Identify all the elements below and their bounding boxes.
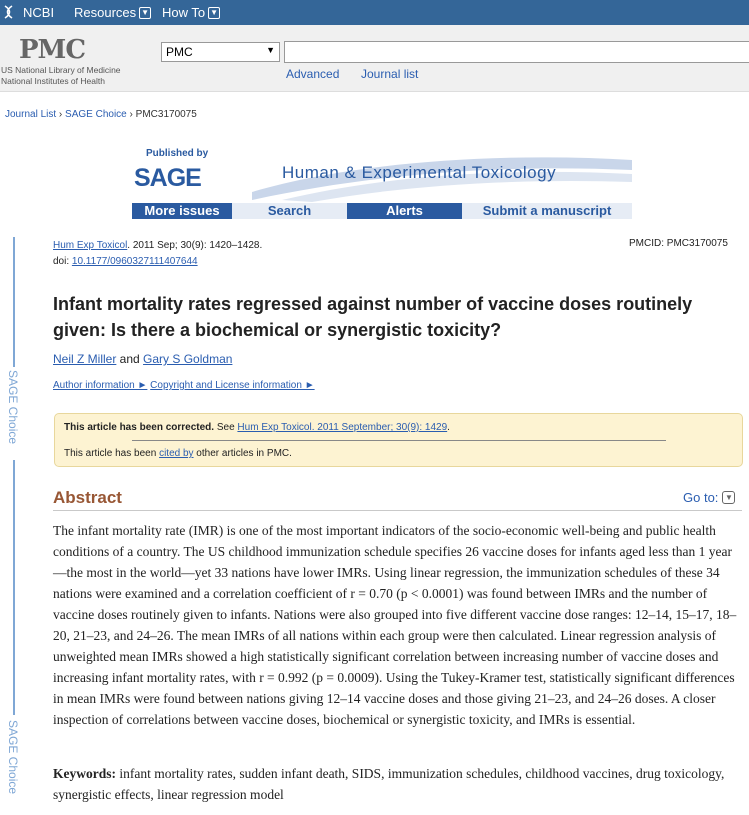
breadcrumb-current: PMC3170075	[135, 109, 197, 120]
side-strip-line	[13, 237, 15, 367]
citation: Hum Exp Toxicol. 2011 Sep; 30(9): 1420–1428. doi: 10.1177/0960327111407644	[53, 240, 263, 267]
abstract-heading: Abstract	[53, 488, 122, 507]
ncbi-helix-icon	[2, 4, 20, 20]
cited-by-link[interactable]: cited by	[159, 448, 194, 459]
article-title: Infant mortality rates regressed against number of vaccine doses routinely given: Is there a biochemical or synergistic toxicity?	[53, 294, 693, 340]
advanced-search-link[interactable]: Advanced	[286, 67, 340, 81]
database-select[interactable]: PMC ▼	[161, 42, 280, 62]
copyright-info-toggle[interactable]: Copyright and License information ►	[150, 380, 315, 391]
breadcrumb: Journal List › SAGE Choice › PMC3170075	[5, 109, 197, 120]
sage-logo[interactable]: SAGE	[134, 164, 201, 192]
nlm-org-text: US National Library of Medicine National Institutes of Health	[1, 65, 121, 86]
side-strip-line	[13, 460, 15, 715]
breadcrumb-sage-choice[interactable]: SAGE Choice	[65, 109, 127, 120]
correction-notice: This article has been corrected. See Hum Exp Toxicol. 2011 September; 30(9): 1429. This article has been cited by other articles in PMC.	[54, 413, 743, 467]
keywords: Keywords: infant mortality rates, sudden infant death, SIDS, immunization schedules, childhood vaccines, drug toxicology, synergistic effects, linear regression model	[53, 766, 725, 802]
pmcid: PMCID: PMC3170075	[629, 238, 728, 249]
goto-menu[interactable]: Go to: ▼	[683, 490, 735, 505]
chevron-down-icon: ▼	[208, 7, 220, 19]
doi-link[interactable]: 10.1177/0960327111407644	[71, 256, 198, 267]
submit-manuscript-link[interactable]: Submit a manuscript	[462, 203, 632, 219]
journal-nav	[132, 203, 632, 219]
chevron-down-icon: ▼	[139, 7, 151, 19]
alerts-link[interactable]: Alerts	[347, 203, 462, 219]
journal-list-link[interactable]: Journal list	[361, 67, 419, 81]
resources-menu[interactable]: Resources ▼	[74, 5, 151, 20]
journal-abbrev-link[interactable]: Hum Exp Toxicol	[53, 240, 128, 251]
search-input[interactable]	[284, 41, 749, 63]
ncbi-logo[interactable]: NCBI	[2, 4, 54, 20]
divider	[132, 440, 666, 441]
ncbi-topbar	[0, 0, 749, 25]
author-link[interactable]: Neil Z Miller	[53, 352, 117, 366]
abstract-text: The infant mortality rate (IMR) is one of the most important indicators of the socio-economic well-being and public health conditions of a country. The US childhood immunization schedule specifies 26 vaccine doses for infants aged less than 1 year—the most in the world—yet 33 nations have lower IMRs. Using linear regression, the immunization schedules of these 34 nations were examined and a correlation coefficient of r = 0.70 (p < 0.0001) was found between IMRs and the number of vaccine doses routinely given to infants. Nations were also grouped into five different vaccine dose ranges: 12–14, 15–17, 18–20, 21–23, and 24–26. The mean IMRs of all nations within each group were then calculated. Linear regression analysis of unweighted mean IMRs showed a high statistically significant correlation between increasing number of vaccine doses and increasing infant mortality rates, with r = 0.992 (p = 0.0009). Using the Tukey-Kramer test, statistically significant differences in mean IMRs were found between nations giving 12–14 vaccine doses and those giving 21–23, and 24–26 doses. A closer inspection of correlations between vaccine doses, biochemical or synergistic toxicity, and IMRs is essential.	[53, 523, 737, 727]
author-list: Neil Z Miller and Gary S Goldman	[53, 352, 233, 366]
divider	[53, 510, 742, 511]
author-information-toggle[interactable]: Author information ►	[53, 380, 148, 391]
howto-menu[interactable]: How To ▼	[162, 5, 220, 20]
pmc-logo[interactable]: PMC	[19, 35, 86, 65]
correction-link[interactable]: Hum Exp Toxicol. 2011 September; 30(9): 1429	[237, 422, 448, 433]
sage-choice-side-label: SAGE Choice	[6, 370, 20, 445]
published-by-label: Published by	[146, 148, 209, 159]
journal-title: Human & Experimental Toxicology	[282, 163, 557, 182]
journal-search-link[interactable]: Search	[232, 203, 347, 219]
sage-choice-side-label: SAGE Choice	[6, 720, 20, 795]
chevron-down-icon: ▼	[722, 491, 735, 504]
author-link[interactable]: Gary S Goldman	[143, 352, 233, 366]
more-issues-link[interactable]: More issues	[132, 203, 232, 219]
dropdown-arrow-icon: ▼	[266, 45, 275, 55]
journal-banner	[132, 144, 632, 220]
breadcrumb-journal-list[interactable]: Journal List	[5, 109, 57, 120]
author-info-links	[53, 380, 315, 391]
pmc-header	[0, 25, 749, 92]
